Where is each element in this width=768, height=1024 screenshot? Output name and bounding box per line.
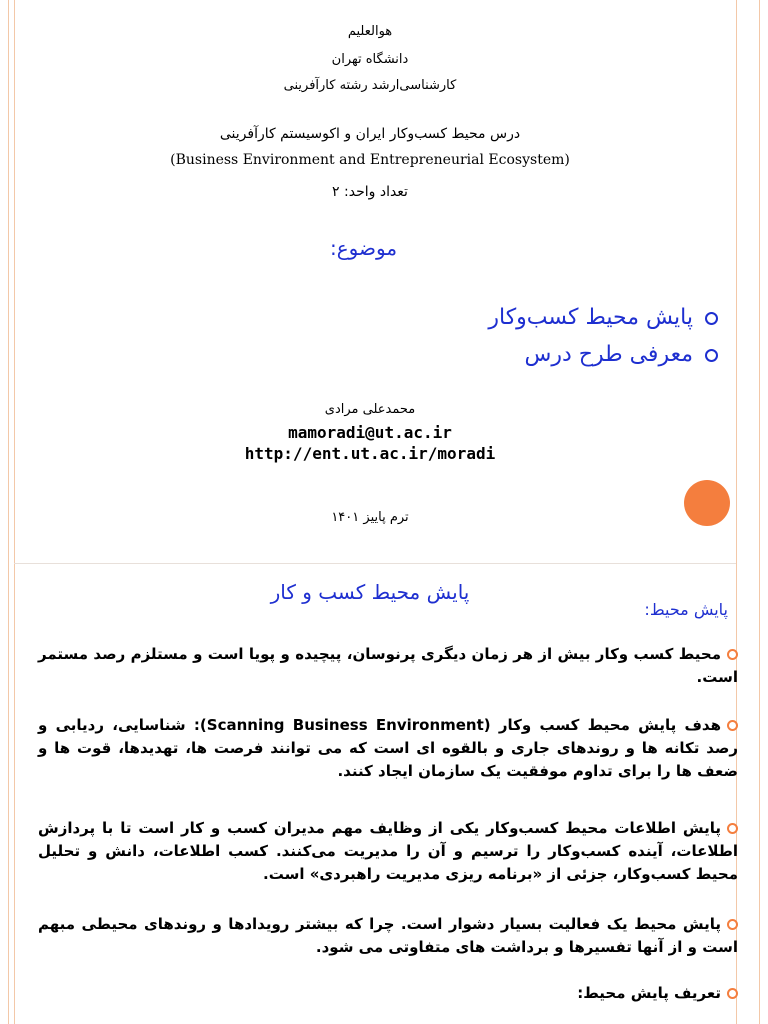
circle-bullet-icon [727, 919, 738, 930]
slide2-subtitle: پایش محیط: [644, 600, 728, 619]
course-title: درس محیط کسب‌وکار ایران و اکوسیستم کارآفرینی [219, 126, 521, 142]
circle-bullet-icon [727, 720, 738, 731]
course-title-en: (Business Environment and Entrepreneurial Ecosystem) [170, 152, 570, 168]
topic-item: معرفی طرح درس [524, 342, 718, 367]
list-item: پایش اطلاعات محیط کسب‌وکار یکی از وظایف مهم مدیران کسب و کار است تا با پردازش اطلاعات، آینده کسب‌وکار را ترسیم و آن را مدیریت می‌کنند. کسب اطلاعات، دانش و تحلیل محیط کسب‌وکار، جزئی از «برنامه ریزی مدیریت راهبردی» است. [38, 819, 738, 883]
header-line-2: دانشگاه تهران [331, 52, 409, 67]
circle-bullet-icon [705, 349, 718, 362]
topic-label: موضوع: [330, 236, 398, 260]
orange-circle-icon [684, 480, 730, 526]
header-line-1: هوالعلیم [347, 24, 393, 39]
header-line-3: کارشناسی‌ارشد رشته کارآفرینی [283, 78, 457, 93]
list-item: پایش محیط یک فعالیت بسیار دشوار است. چرا که بیشتر رویدادها و روندهای محیطی مبهم است و از آنها تفسیرها و برداشت های متفاوتی می شود. [38, 915, 738, 956]
topic-item: پایش محیط کسب‌وکار [488, 305, 718, 330]
author-name: محمدعلی مرادی [324, 402, 416, 417]
circle-bullet-icon [727, 649, 738, 660]
slide-divider [14, 563, 736, 564]
term-label: ترم پاییز ۱۴۰۱ [331, 510, 409, 525]
list-item: محیط کسب وکار بیش از هر زمان دیگری پرنوسان، پیچیده و پویا است و مستلزم رصد مستمر است. [38, 645, 738, 686]
course-units: تعداد واحد: ۲ [332, 184, 408, 200]
author-email[interactable]: mamoradi@ut.ac.ir [288, 423, 452, 442]
author-url[interactable]: http://ent.ut.ac.ir/moradi [244, 444, 496, 463]
list-item: هدف پایش محیط کسب وکار (Scanning Business Environment): شناسایی، ردیابی و رصد تکانه ها و روندهای جاری و بالقوه ای است که می توانند فرصت ها، تهدیدها، قوت ها و ضعف ها را برای تداوم موفقیت یک سازمان ایجاد کنند. [38, 716, 738, 780]
slide2-title: پایش محیط کسب و کار [270, 580, 470, 604]
list-item: تعریف پایش محیط: [38, 982, 738, 1005]
circle-bullet-icon [727, 823, 738, 834]
circle-bullet-icon [705, 312, 718, 325]
circle-bullet-icon [727, 988, 738, 999]
